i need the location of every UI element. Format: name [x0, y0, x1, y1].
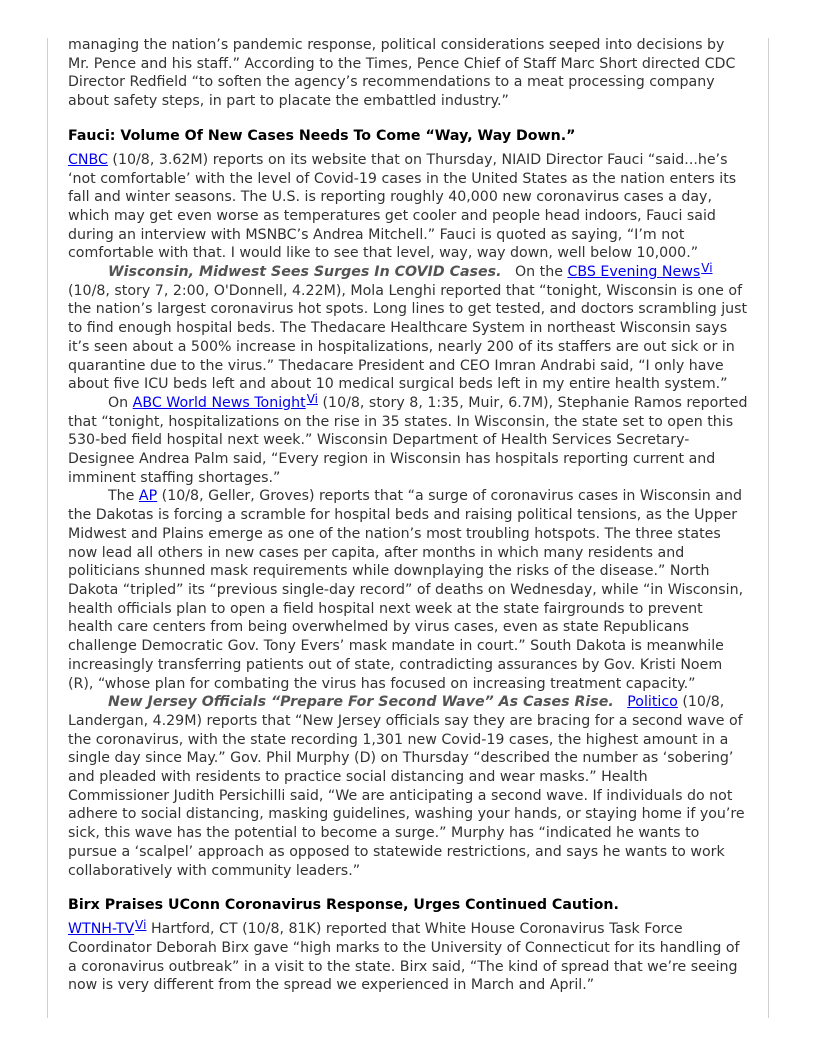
article-2-paragraph-4	[68, 487, 750, 693]
article-1-tail-paragraph: managing the nation’s pandemic response, political considerations seeped into decisions by Mr. Pence and his staff.” According to the Times, Pence Chief of Staff Marc Short directed CDC Director Redfield “to soften the agency’s recommendations to a meat processing company about safety steps, in part to placate the embattled industry.”	[68, 37, 736, 110]
article-2-paragraph-1-text: (10/8, 3.62M) reports on its website that on Thursday, NIAID Director Fauci “said...he’s ‘not comfortable’ with the level of Covid-19 cases in the United States as the nation enters its fall and winter seasons. The U.S. is reporting roughly 40,000 new coronavirus cases a day, which may get even worse as temperatures get cooler and people head indoors, Fauci said during an interview with MSNBC’s Andrea Mitchell.” Fauci is quoted as saying, “I’m not comfortable with that. I would like to see that level, way, way down, well below 10,000.”	[68, 151, 737, 262]
wisconsin-subhead: Wisconsin, Midwest Sees Surges In COVID Cases.	[108, 264, 502, 281]
article-2-paragraph-3-text: (10/8, story 8, 1:35, Muir, 6.7M), Stephanie Ramos reported that “tonight, hospitalizations on the rise in 35 states. In Wisconsin, the state set to open this 530-bed field hospital next week.” Wisconsin Department of Health Services Secretary-Designee Andrea Palm said, “Every region in Wisconsin has hospitals reporting current and imminent staffing shortages.”	[68, 394, 748, 486]
newsletter-page	[68, 36, 750, 995]
politico-source-link[interactable]: Politico	[627, 694, 678, 711]
article-3-headline: Birx Praises UConn Coronavirus Response, Urges Continued Caution.	[68, 897, 619, 914]
paragraph-3-lead: On	[108, 394, 133, 411]
paragraph-4-lead: The	[108, 488, 139, 505]
new-jersey-subhead: New Jersey Officials “Prepare For Second Wave” As Cases Rise.	[108, 694, 614, 711]
cnbc-source-link[interactable]: CNBC	[68, 151, 108, 168]
article-2-paragraph-3	[68, 391, 750, 488]
left-margin-rule	[47, 38, 48, 1018]
wtnh-tv-source-link[interactable]: WTNH-TV	[68, 921, 135, 938]
article-3-paragraph-1-text: Hartford, CT (10/8, 81K) reported that White House Coronavirus Task Force Coordinator Deborah Birx gave “high marks to the University of Connecticut for its handling of a coronavirus outbreak” in a visit to the state. Birx said, “The kind of spread that we’re seeing now is very different from the spread we experienced in March and April.”	[68, 921, 740, 994]
video-indicator-icon[interactable]: Vi	[135, 918, 147, 933]
article-3-paragraph-1	[68, 920, 750, 995]
article-2-paragraph-1	[68, 151, 750, 263]
right-margin-rule	[768, 38, 769, 1018]
cbs-evening-news-link[interactable]: CBS Evening News	[567, 264, 701, 281]
article-2-paragraph-5	[68, 693, 750, 880]
paragraph-2-lead: On the	[515, 264, 568, 281]
abc-world-news-link[interactable]: ABC World News Tonight	[132, 394, 306, 411]
video-indicator-icon[interactable]: Vi	[701, 261, 713, 276]
article-2-paragraph-2-text: (10/8, story 7, 2:00, O'Donnell, 4.22M), Mola Lenghi reported that “tonight, Wisconsin is one of the nation’s largest coronavirus hot spots. Long lines to get tested, and doctors scrambling just to find enough hospital beds. The Thedacare Healthcare System in northeast Wisconsin says it’s seen about a 500% increase in hospitalizations, nearly 200 of its staffers are out sick or in quarantine due to the virus.” Thedacare President and CEO Imran Andrabi said, “I only have about five ICU beds left and about 10 medical surgical beds left in my entire health system.”	[68, 282, 748, 393]
article-2-headline: Fauci: Volume Of New Cases Needs To Come “Way, Way Down.”	[68, 127, 576, 144]
ap-source-link[interactable]: AP	[138, 488, 158, 505]
article-2-paragraph-5-text: (10/8, Landergan, 4.29M) reports that “New Jersey officials say they are bracing for a second wave of the coronavirus, with the state recording 1,301 new Covid-19 cases, the highest amount in a single day since May.” Gov. Phil Murphy (D) on Thursday “described the number as ‘sobering’ and pleaded with residents to practice social distancing and wear masks.” Health Commissioner Judith Persichilli said, “We are anticipating a second wave. If individuals do not adhere to social distancing, masking guidelines, washing your hands, or staying home if you’re sick, this wave has the potential to become a surge.” Murphy has “indicated he wants to pursue a ‘scalpel’ approach as opposed to statewide restrictions, and says he wants to work collaboratively with community leaders.”	[68, 694, 745, 879]
article-2-paragraph-2	[68, 263, 750, 394]
article-2-paragraph-4-text: (10/8, Geller, Groves) reports that “a surge of coronavirus cases in Wisconsin and the Dakotas is forcing a scramble for hospital beds and raising political tensions, as the Upper Midwest and Plains emerge as one of the nation’s most troubling hotspots. The three states now lead all others in new cases per capita, after months in which many residents and politicians shunned mask requirements while downplaying the risks of the disease.” North Dakota “tripled” its “previous single-day record” of deaths on Wednesday, while “in Wisconsin, health officials plan to open a field hospital next week at the state fairgrounds to prevent health care centers from being overwhelmed by virus cases, even as state Republicans challenge Democratic Gov. Tony Evers’ mask mandate in court.” South Dakota is meanwhile increasingly transferring patients out of state, contradicting assurances by Gov. Kristi Noem (R), “whose plan for combating the virus has focused on increasing treatment capacity.”	[68, 488, 744, 692]
video-indicator-icon[interactable]: Vi	[306, 391, 318, 406]
